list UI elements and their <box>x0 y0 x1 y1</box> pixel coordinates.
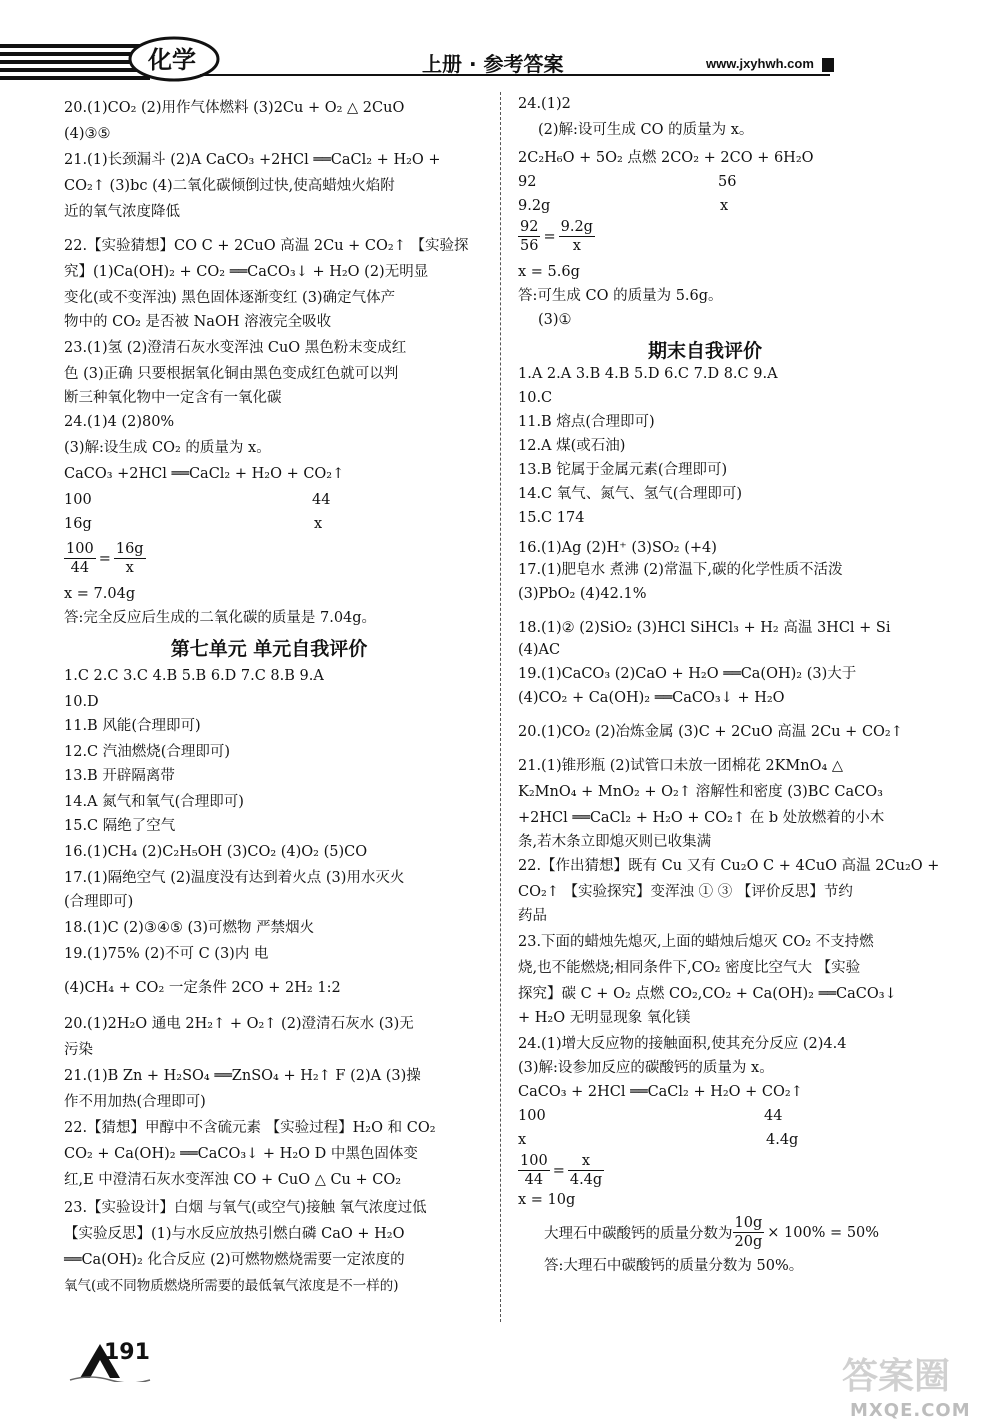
answer-line: 近的氧气浓度降低 <box>64 204 180 220</box>
percentage-label: 大理石中碳酸钙的质量分数为 <box>544 1226 733 1242</box>
proportion-fraction <box>64 540 146 577</box>
answer-line: 色 (3)正确 只要根据氧化铜由黑色变成红色就可以判 <box>64 366 399 382</box>
ratio-value: 44 <box>312 492 331 508</box>
answer-line: 答:可生成 CO 的质量为 5.6g。 <box>518 288 723 304</box>
answer-line: 15.C 隔绝了空气 <box>64 818 176 834</box>
answer-line: x = 10g <box>518 1192 576 1208</box>
answer-line: 16.(1)CH₄ (2)C₂H₅OH (3)CO₂ (4)O₂ (5)CO <box>64 844 368 860</box>
answer-line: 氧气(或不同物质燃烧所需要的最低氧气浓度是不一样的) <box>64 1278 399 1294</box>
answer-line: 23.(1)氢 (2)澄清石灰水变浑浊 CuO 黑色粉末变成红 <box>64 340 407 356</box>
equation-line: (4)CH₄ + CO₂ 一定条件 2CO + 2H₂ 1:2 <box>64 980 341 996</box>
fraction-numerator: 100 <box>66 541 94 557</box>
answer-line: 13.B 铊属于金属元素(合理即可) <box>518 462 728 478</box>
answer-line: (3)解:设生成 CO₂ 的质量为 x。 <box>64 440 271 456</box>
ratio-value: x <box>518 1132 527 1148</box>
answer-line: 1.A 2.A 3.B 4.B 5.D 6.C 7.D 8.C 9.A <box>518 366 778 382</box>
equals-sign: = <box>98 550 111 567</box>
answer-line: 19.(1)75% (2)不可 C (3)内 电 <box>64 946 269 962</box>
page-header <box>0 0 1000 92</box>
answer-line: 16.(1)Ag (2)H⁺ (3)SO₂ (+4) <box>518 540 717 556</box>
fraction-denominator: 4.4g <box>569 1172 603 1188</box>
answer-line: 【实验反思】(1)与水反应放热引燃白磷 CaO + H₂O <box>64 1226 405 1242</box>
percentage-result: × 100% = 50% <box>767 1224 880 1241</box>
answer-line: 12.A 煤(或石油) <box>518 438 626 454</box>
fraction-numerator: 10g <box>734 1215 763 1231</box>
answer-line: 19.(1)CaCO₃ (2)CaO + H₂O ══Ca(OH)₂ (3)大于 <box>518 666 857 682</box>
answer-line: CO₂ + Ca(OH)₂ ══CaCO₃↓ + H₂O D 中黑色固体变 <box>64 1146 418 1162</box>
answer-line: (合理即可) <box>64 894 134 910</box>
answer-line: 23.下面的蜡烛先熄灭,上面的蜡烛后熄灭 CO₂ 不支持燃 <box>518 934 874 950</box>
answer-line: 20.(1)CO₂ (2)用作气体燃料 (3)2Cu + O₂ △ 2CuO <box>64 100 405 116</box>
answer-line: (3)① <box>538 312 572 328</box>
answer-line: 22.【实验猜想】CO C + 2CuO 高温 2Cu + CO₂↑ 【实验探 <box>64 238 469 254</box>
page-number: 191 <box>104 1340 150 1365</box>
answer-line: 18.(1)C (2)③④⑤ (3)可燃物 严禁烟火 <box>64 920 315 936</box>
answer-line: 12.C 汽油燃烧(合理即可) <box>64 744 231 760</box>
ratio-value: 92 <box>518 174 537 190</box>
answer-line: 14.C 氧气、氮气、氢气(合理即可) <box>518 486 743 502</box>
answer-line: 24.(1)4 (2)80% <box>64 414 175 430</box>
equation-line: 2C₂H₆O + 5O₂ 点燃 2CO₂ + 2CO + 6H₂O <box>518 150 814 166</box>
answer-line: 药品 <box>518 908 547 924</box>
answer-line: 作不用加热(合理即可) <box>64 1094 206 1110</box>
answer-line: 23.【实验设计】白烟 与氧气(或空气)接触 氧气浓度过低 <box>64 1200 427 1216</box>
ratio-value: 100 <box>64 492 92 508</box>
answer-line: 变化(或不变浑浊) 黑色固体逐渐变红 (3)确定气体产 <box>64 290 396 306</box>
subject-logo-text: 化学 <box>148 46 196 74</box>
fraction-denominator: x <box>125 560 134 576</box>
fraction-numerator: x <box>568 1152 604 1171</box>
watermark-brand: 答案圈 <box>842 1356 951 1397</box>
answer-line: 1.C 2.C 3.C 4.B 5.B 6.D 7.C 8.B 9.A <box>64 668 324 684</box>
fraction-denominator: 44 <box>70 560 90 576</box>
answer-line: 24.(1)2 <box>518 96 571 112</box>
answer-line: 22.【猜想】甲醇中不含硫元素 【实验过程】H₂O 和 CO₂ <box>64 1120 436 1136</box>
answer-line: 13.B 开辟隔离带 <box>64 768 175 784</box>
fraction-denominator: 44 <box>524 1172 544 1188</box>
header-url: www.jxyhwh.com <box>706 56 814 71</box>
answer-line: CO₂↑ 【实验探究】变浑浊 ① ③ 【评价反思】节约 <box>518 884 853 900</box>
answer-line: 污染 <box>64 1042 93 1058</box>
answer-line: + H₂O 无明显现象 氧化镁 <box>518 1010 691 1026</box>
answer-line: (4)CO₂ + Ca(OH)₂ ══CaCO₃↓ + H₂O <box>518 690 785 706</box>
equals-sign: = <box>543 228 556 245</box>
answer-line: 14.A 氮气和氧气(合理即可) <box>64 794 244 810</box>
answer-line: 答:大理石中碳酸钙的质量分数为 50%。 <box>544 1258 804 1274</box>
answer-line: 24.(1)增大反应物的接触面积,使其充分反应 (2)4.4 <box>518 1036 847 1052</box>
answer-line: 10.C <box>518 390 553 406</box>
answer-line: 21.(1)B Zn + H₂SO₄ ══ZnSO₄ + H₂↑ F (2)A (3)操 <box>64 1068 421 1084</box>
ratio-value: 100 <box>518 1108 546 1124</box>
ratio-value: 56 <box>718 174 737 190</box>
fraction-numerator: 100 <box>520 1153 548 1169</box>
answer-line: 18.(1)② (2)SiO₂ (3)HCl SiHCl₃ + H₂ 高温 3HCl + Si <box>518 620 891 636</box>
answer-line: 红,E 中澄清石灰水变浑浊 CO + CuO △ Cu + CO₂ <box>64 1172 402 1188</box>
answer-line: K₂MnO₄ + MnO₂ + O₂↑ 溶解性和密度 (3)BC CaCO₃ <box>518 784 883 800</box>
answer-line: x = 5.6g <box>518 264 580 280</box>
fraction-numerator: 16g <box>115 541 144 557</box>
answer-line: 答:完全反应后生成的二氧化碳的质量是 7.04g。 <box>64 610 377 626</box>
answer-line: 烧,也不能燃烧;相同条件下,CO₂ 密度比空气大 【实验 <box>518 960 861 976</box>
ratio-value: 4.4g <box>766 1132 799 1148</box>
section-title: 第七单元 单元自我评价 <box>170 638 368 660</box>
ratio-value: 44 <box>764 1108 783 1124</box>
ratio-value: x <box>314 516 323 532</box>
answer-line: 17.(1)隔绝空气 (2)温度没有达到着火点 (3)用水灭火 <box>64 870 405 886</box>
fraction-denominator: 20g <box>734 1234 763 1250</box>
fraction-denominator: 56 <box>520 238 539 254</box>
answer-line: 探究】碳 C + O₂ 点燃 CO₂,CO₂ + Ca(OH)₂ ══CaCO₃↓ <box>518 986 897 1002</box>
answer-line: 究】(1)Ca(OH)₂ + CO₂ ══CaCO₃↓ + H₂O (2)无明显 <box>64 264 429 280</box>
answer-line: (4)③⑤ <box>64 126 111 142</box>
answer-line: (4)AC <box>518 642 561 658</box>
answer-line: (2)解:设可生成 CO 的质量为 x。 <box>538 122 754 138</box>
header-marker <box>822 58 834 72</box>
proportion-fraction <box>518 1152 604 1189</box>
answer-line: 22.【作出猜想】既有 Cu 又有 Cu₂O C + 4CuO 高温 2Cu₂O + <box>518 858 940 874</box>
answer-line: 11.B 熔点(合理即可) <box>518 414 655 430</box>
section-title: 期末自我评价 <box>647 340 762 362</box>
answer-line: 10.D <box>64 694 99 710</box>
equals-sign: = <box>552 1162 565 1179</box>
equation-line: CaCO₃ + 2HCl ══CaCl₂ + H₂O + CO₂↑ <box>518 1084 803 1100</box>
answer-line: 条,若木条立即熄灭则已收集满 <box>518 834 712 850</box>
answer-line: 断三种氧化物中一定含有一氧化碳 <box>64 390 282 406</box>
fraction-numerator: 9.2g <box>560 219 593 235</box>
answer-line: 17.(1)肥皂水 煮沸 (2)常温下,碳的化学性质不活泼 <box>518 562 843 578</box>
header-title: 上册 · 参考答案 <box>422 52 564 76</box>
proportion-fraction <box>518 218 595 255</box>
fraction-numerator: 92 <box>520 219 539 235</box>
answer-line: +2HCl ══CaCl₂ + H₂O + CO₂↑ 在 b 处放燃着的小木 <box>518 810 885 826</box>
answer-line: 15.C 174 <box>518 510 585 526</box>
answer-line: 20.(1)CO₂ (2)冶炼金属 (3)C + 2CuO 高温 2Cu + CO₂↑ <box>518 724 903 740</box>
answer-line: 20.(1)2H₂O 通电 2H₂↑ + O₂↑ (2)澄清石灰水 (3)无 <box>64 1016 414 1032</box>
watermark-url: MXQE.COM <box>850 1400 971 1421</box>
answer-line: x = 7.04g <box>64 586 136 602</box>
ratio-value: x <box>720 198 729 214</box>
equation-line: CaCO₃ +2HCl ══CaCl₂ + H₂O + CO₂↑ <box>64 466 345 482</box>
answer-line: 物中的 CO₂ 是否被 NaOH 溶液完全吸收 <box>64 314 332 330</box>
ratio-value: 16g <box>64 516 92 532</box>
answer-line: CO₂↑ (3)bc (4)二氧化碳倾倒过快,使高蜡烛火焰附 <box>64 178 395 194</box>
answer-line: 11.B 风能(合理即可) <box>64 718 201 734</box>
answer-line: 21.(1)长颈漏斗 (2)A CaCO₃ +2HCl ══CaCl₂ + H₂O + <box>64 152 441 168</box>
column-divider <box>500 92 501 1322</box>
answer-line: 21.(1)锥形瓶 (2)试管口未放一团棉花 2KMnO₄ △ <box>518 758 844 774</box>
answer-line: (3)PbO₂ (4)42.1% <box>518 586 647 602</box>
percentage-line <box>544 1214 879 1251</box>
ratio-value: 9.2g <box>518 198 551 214</box>
answer-line: (3)解:设参加反应的碳酸钙的质量为 x。 <box>518 1060 774 1076</box>
answer-line: ══Ca(OH)₂ 化合反应 (2)可燃物燃烧需要一定浓度的 <box>64 1252 405 1268</box>
fraction-denominator: x <box>572 238 581 254</box>
